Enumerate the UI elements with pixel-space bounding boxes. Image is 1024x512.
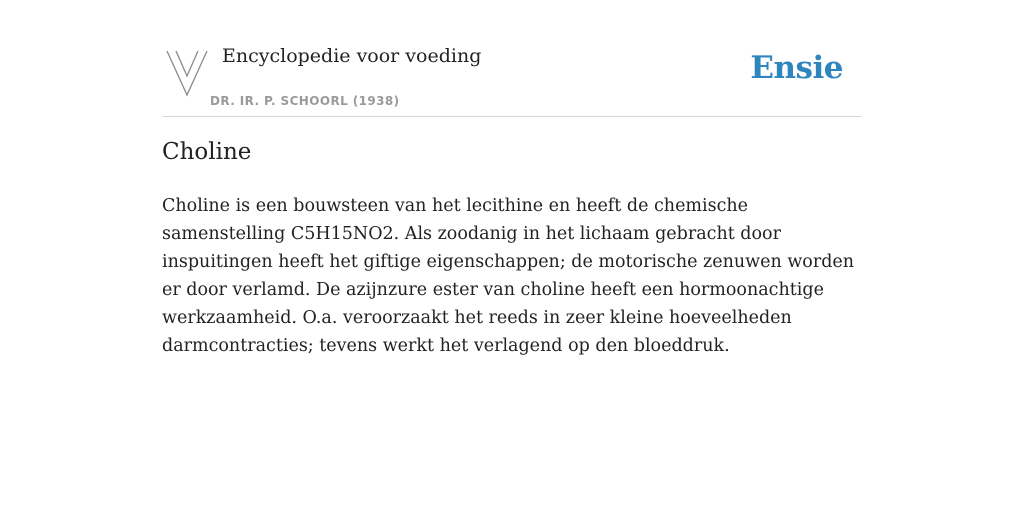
article-body: Choline is een bouwsteen van het lecithine en heeft de chemische samenstelling C5H15NO2. Als zoodanig in het lichaam gebracht door inspuitingen heeft het giftige eigenschappen; de motorische zenuwen worden er door verlamd. De azijnzure ester van choline heeft een hormoonachtige werkzaamheid. O.a. veroorzaakt het reeds in zeer kleine hoeveelheden darmcontracties; tevens werkt het verlagend op den bloeddruk. xyxy=(162,196,855,356)
book-header xyxy=(162,40,862,117)
book-logo-icon xyxy=(166,49,208,97)
article-title: Choline xyxy=(162,139,252,165)
book-title[interactable]: Encyclopedie voor voeding xyxy=(222,45,482,67)
ensie-logo-link[interactable]: Ensie xyxy=(750,50,843,86)
book-author: DR. IR. P. SCHOORL (1938) xyxy=(210,94,400,108)
